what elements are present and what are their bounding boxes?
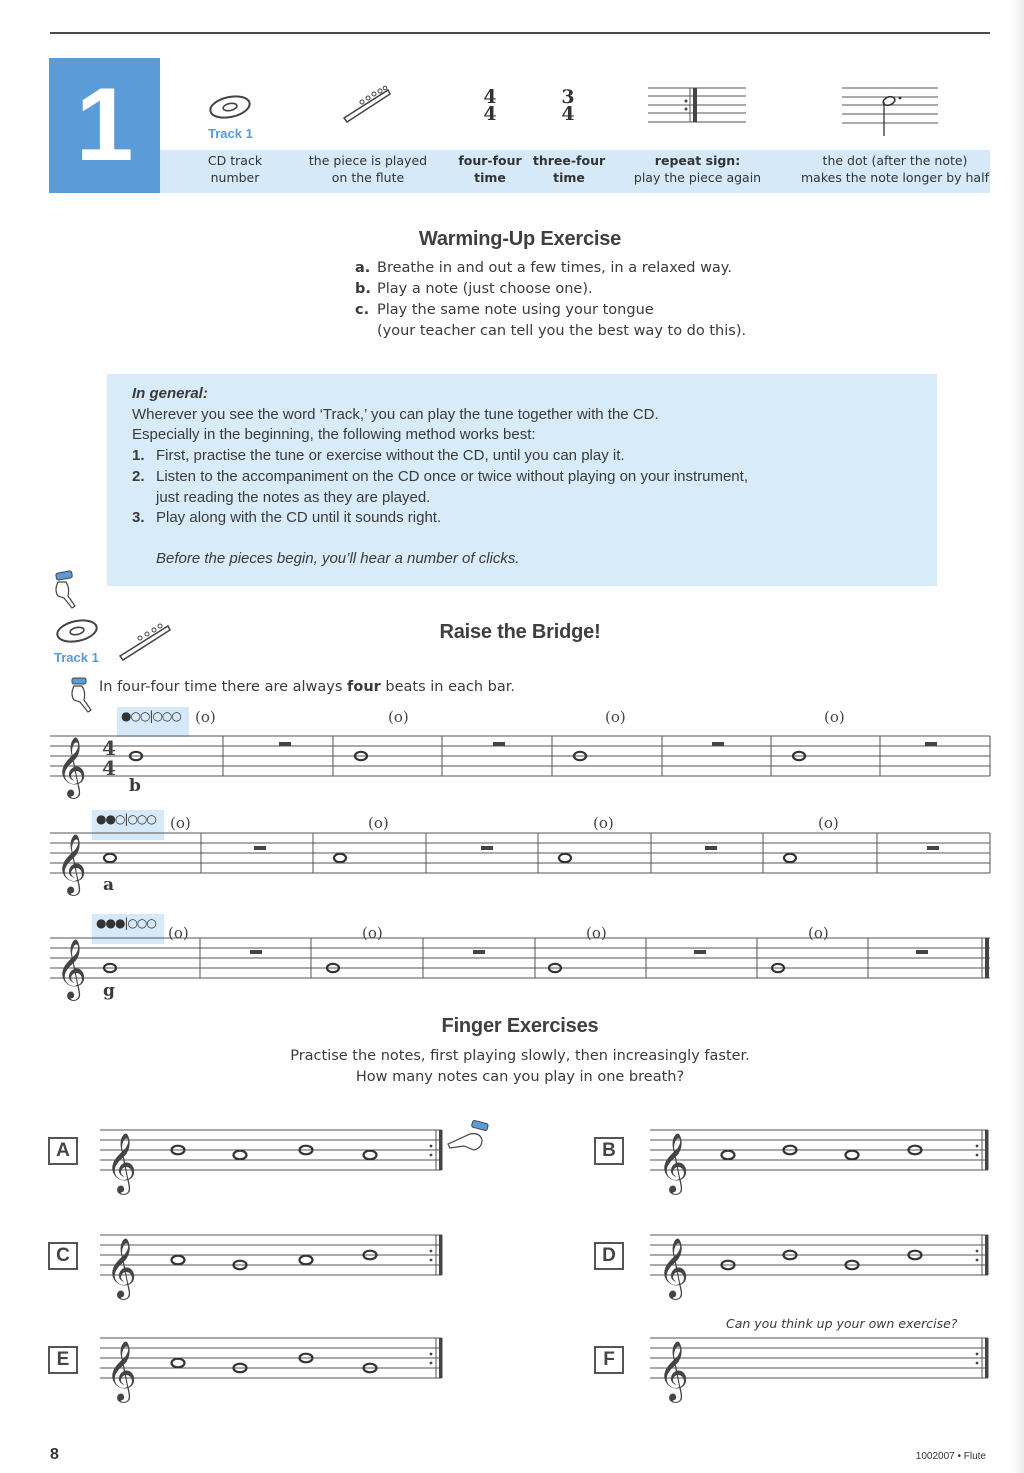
info-line: Wherever you see the word ‘Track,’ you can play the tune together with the CD.	[132, 405, 659, 423]
exercise-label-d: D	[594, 1242, 624, 1270]
info-box	[107, 374, 937, 586]
pitch-letter-b: b	[129, 776, 141, 796]
four-four-hint: In four-four time there are always four beats in each bar.	[99, 679, 515, 695]
exercise-staff-a	[100, 1118, 445, 1193]
exercise-label-a: A	[48, 1137, 78, 1165]
exercise-label-c: C	[48, 1242, 78, 1270]
flute-icon	[116, 616, 172, 662]
time-signature-4-4: 4 4	[483, 86, 497, 125]
info-heading: In general:	[132, 385, 208, 402]
pointing-hand-icon	[50, 570, 80, 610]
legend-caption-three-four: three-four time	[532, 153, 606, 185]
svg-text:𝄞: 𝄞	[106, 1341, 137, 1401]
footer-code: 1002007 • Flute	[915, 1451, 986, 1462]
chapter-number: 1	[75, 67, 134, 183]
svg-text:𝄞: 𝄞	[106, 1133, 137, 1193]
exercise-staff-d	[650, 1225, 992, 1298]
legend-caption-four-four: four-four time	[458, 153, 522, 185]
svg-text:4: 4	[102, 736, 116, 760]
staff-system-b	[50, 700, 990, 797]
legend-caption-cd: CD track number	[207, 153, 263, 185]
finger-exercises-title: Finger Exercises	[441, 1015, 599, 1037]
warmup-title: Warming-Up Exercise	[418, 228, 622, 250]
svg-text:(o): (o)	[170, 814, 191, 832]
repeat-sign-icon	[648, 86, 748, 126]
exercise-staff-f-blank[interactable]	[650, 1328, 992, 1401]
cd-icon	[208, 94, 252, 120]
dotted-note-icon	[842, 86, 942, 138]
svg-text:(o): (o)	[605, 708, 626, 726]
legend-caption-repeat: repeat sign: play the piece again	[633, 153, 762, 185]
fingering-holes: ●●●|○○○	[96, 916, 156, 930]
time-signature-3-4: 3 4	[561, 86, 575, 125]
svg-text:𝄞: 𝄞	[56, 834, 87, 894]
page-number: 8	[50, 1446, 59, 1463]
svg-text:(o): (o)	[195, 708, 216, 726]
legend-caption-flute: the piece is played on the flute	[308, 153, 428, 185]
own-exercise-question: Can you think up your own exercise?	[726, 1316, 958, 1331]
exercise-label-b: B	[594, 1137, 624, 1165]
warmup-item-continuation: (your teacher can tell you the best way to do this).	[377, 323, 747, 339]
fingering-holes: ●●○|○○○	[96, 812, 156, 826]
svg-text:𝄞: 𝄞	[658, 1238, 689, 1298]
staff-system-g	[50, 908, 990, 999]
svg-text:(o): (o)	[593, 814, 614, 832]
exercise-label-f: F	[594, 1346, 624, 1374]
svg-text:(o): (o)	[586, 924, 607, 942]
exercise-staff-e	[100, 1328, 445, 1401]
svg-text:(o): (o)	[362, 924, 383, 942]
svg-text:(o): (o)	[368, 814, 389, 832]
page-edge-shadow	[1012, 0, 1024, 1473]
info-step: 1. First, practise the tune or exercise without the CD, until you can play it.	[132, 447, 625, 465]
warmup-item: a. Breathe in and out a few times, in a relaxed way.	[355, 260, 732, 276]
finger-exercises-subtitle: Practise the notes, first playing slowly, then increasingly faster. How many notes can you play in one breath?	[290, 1048, 750, 1085]
svg-text:𝄞: 𝄞	[56, 939, 87, 999]
cd-icon	[55, 618, 99, 644]
svg-text:(o): (o)	[168, 924, 189, 942]
fingering-holes: ●○○|○○○	[121, 709, 181, 723]
top-rule	[50, 32, 990, 34]
info-step: 3. Play along with the CD until it sounds right.	[132, 509, 442, 527]
svg-text:4: 4	[102, 756, 116, 780]
info-line: Especially in the beginning, the following method works best:	[132, 426, 536, 444]
track-label: Track 1	[208, 126, 253, 141]
warmup-list	[355, 258, 775, 342]
exercise-staff-c	[100, 1225, 445, 1298]
svg-text:(o): (o)	[818, 814, 839, 832]
info-step-continuation: just reading the notes as they are played.	[156, 488, 431, 506]
pitch-letter-g: g	[103, 981, 115, 1001]
piece-title: Raise the Bridge!	[439, 621, 601, 643]
info-step: 2. Listen to the accompaniment on the CD once or twice without playing on your instrument,	[132, 467, 748, 485]
pointing-hand-icon	[446, 1120, 492, 1156]
svg-text:𝄞: 𝄞	[106, 1238, 137, 1298]
exercise-label-e: E	[48, 1346, 78, 1374]
track-label: Track 1	[54, 650, 99, 665]
svg-text:(o): (o)	[808, 924, 829, 942]
legend-caption-dot: the dot (after the note) makes the note longer by half	[801, 153, 989, 185]
svg-text:𝄞: 𝄞	[658, 1341, 689, 1401]
svg-text:(o): (o)	[388, 708, 409, 726]
pitch-letter-a: a	[103, 875, 115, 895]
flute-icon	[340, 82, 392, 124]
svg-text:𝄞: 𝄞	[56, 737, 87, 797]
staff-system-a	[50, 803, 990, 894]
svg-text:(o): (o)	[824, 708, 845, 726]
exercise-staff-b	[650, 1118, 992, 1193]
svg-text:𝄞: 𝄞	[658, 1133, 689, 1193]
warmup-item: b. Play a note (just choose one).	[355, 281, 593, 297]
info-note: Before the pieces begin, you’ll hear a number of clicks.	[156, 549, 520, 567]
warmup-item: c. Play the same note using your tongue	[355, 302, 654, 318]
